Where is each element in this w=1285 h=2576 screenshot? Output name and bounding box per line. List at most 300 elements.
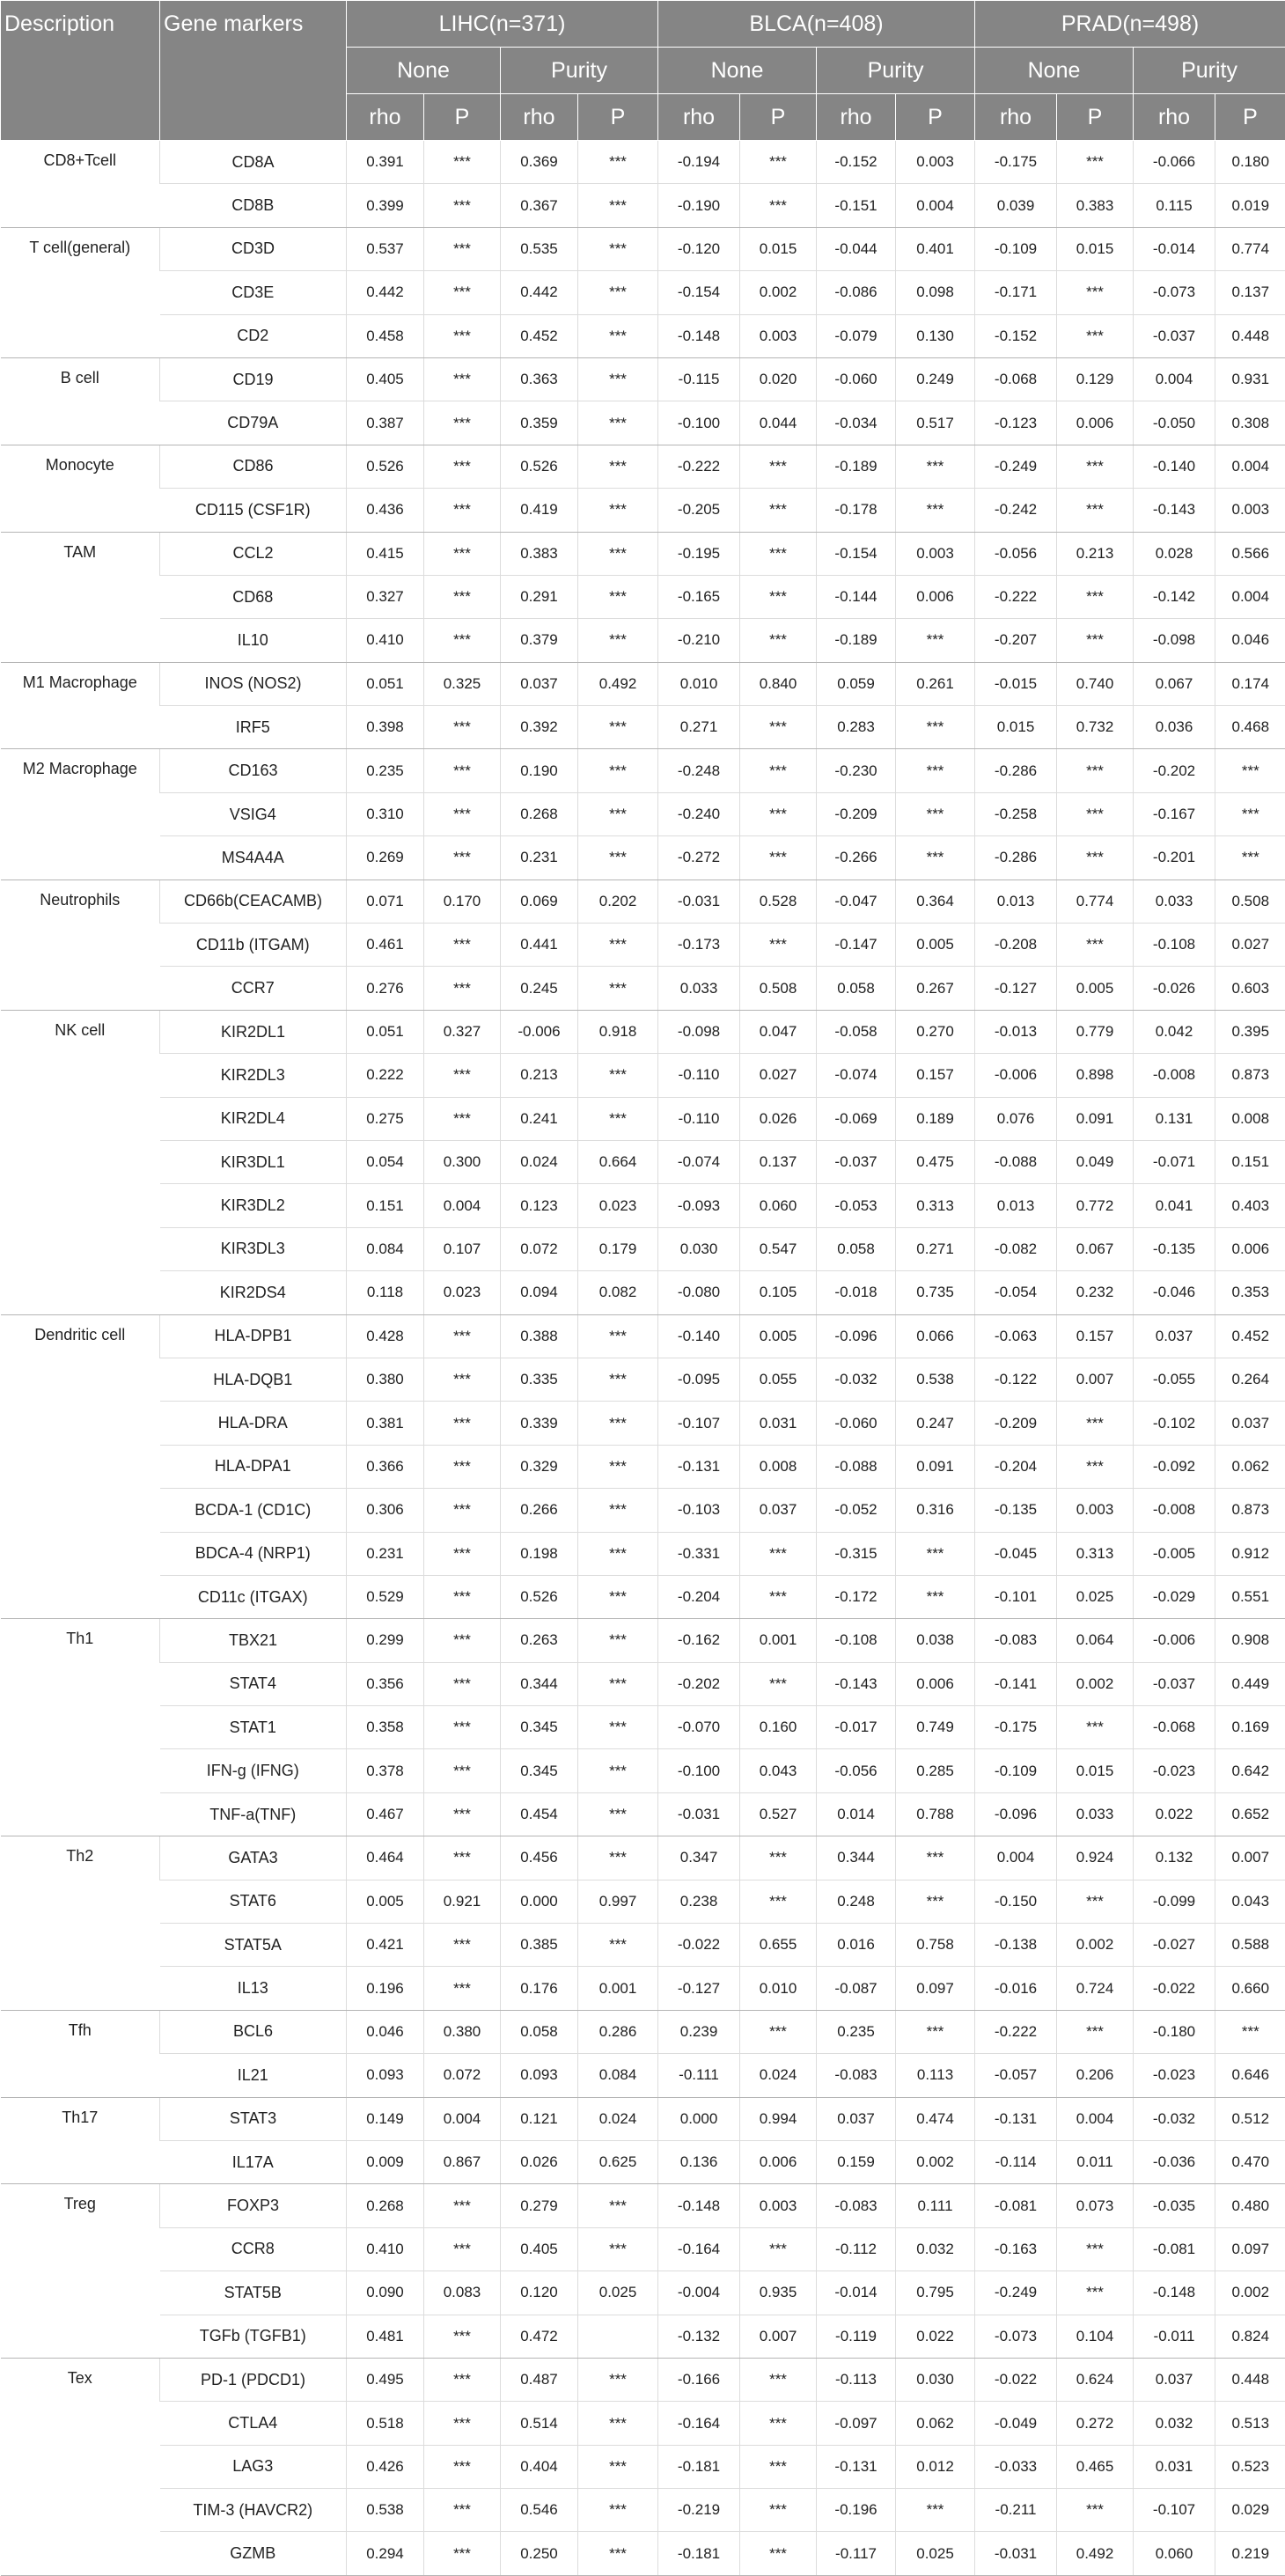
cell-blca-purity-rho: -0.060 [817, 357, 896, 401]
table-row [1, 2227, 1285, 2271]
cell-lihc-none-p: *** [424, 1358, 501, 1401]
cell-lihc-none-p: *** [424, 1054, 501, 1097]
cell-blca-purity-rho: 0.283 [817, 706, 896, 749]
cell-description: M2 Macrophage [1, 749, 160, 880]
cell-prad-purity-p: 0.007 [1215, 1836, 1285, 1880]
cell-lihc-purity-p: *** [578, 445, 658, 488]
cell-prad-none-rho: -0.123 [975, 401, 1057, 445]
cell-prad-none-rho: -0.082 [975, 1227, 1057, 1270]
cell-prad-purity-p: 0.873 [1215, 1489, 1285, 1532]
cell-lihc-none-rho: 0.495 [347, 2358, 424, 2401]
cell-prad-none-rho: -0.083 [975, 1619, 1057, 1662]
table-row [1, 401, 1285, 445]
cell-blca-none-p: 0.037 [740, 1489, 817, 1532]
cell-lihc-none-rho: 0.235 [347, 749, 424, 792]
cell-blca-purity-rho: -0.053 [817, 1184, 896, 1227]
cell-lihc-none-rho: 0.269 [347, 836, 424, 880]
cell-prad-purity-rho: -0.027 [1134, 1924, 1215, 1967]
cell-blca-none-rho: -0.115 [658, 357, 740, 401]
cell-blca-purity-p: *** [896, 489, 975, 532]
cell-lihc-purity-rho: 0.000 [501, 1880, 578, 1923]
cell-description: Tfh [1, 2010, 160, 2097]
cell-lihc-purity-p: *** [578, 1619, 658, 1662]
cell-blca-none-rho: -0.162 [658, 1619, 740, 1662]
cell-lihc-purity-rho: 0.190 [501, 749, 578, 792]
cell-lihc-none-rho: 0.090 [347, 2271, 424, 2315]
table-row [1, 141, 1285, 184]
cell-lihc-purity-rho: 0.363 [501, 357, 578, 401]
cell-lihc-purity-p: *** [578, 2489, 658, 2532]
cell-prad-none-rho: -0.045 [975, 1532, 1057, 1575]
cell-lihc-none-rho: 0.399 [347, 184, 424, 227]
cell-lihc-none-rho: 0.398 [347, 706, 424, 749]
cell-prad-none-p: *** [1057, 314, 1134, 357]
cell-lihc-none-p: *** [424, 401, 501, 445]
cell-prad-none-p: 0.104 [1057, 2315, 1134, 2358]
cell-prad-none-p: 0.091 [1057, 1097, 1134, 1140]
cell-blca-purity-rho: -0.074 [817, 1054, 896, 1097]
cell-prad-none-p: 0.732 [1057, 706, 1134, 749]
cell-lihc-purity-p: *** [578, 489, 658, 532]
table-row [1, 532, 1285, 575]
cell-description: NK cell [1, 1010, 160, 1314]
cell-prad-none-p: 0.313 [1057, 1532, 1134, 1575]
cell-prad-purity-p: 0.652 [1215, 1792, 1285, 1836]
cell-prad-purity-p: 0.003 [1215, 489, 1285, 532]
cell-lihc-purity-p: *** [578, 184, 658, 227]
cell-blca-none-rho: -0.173 [658, 924, 740, 967]
cell-prad-none-rho: -0.022 [975, 2358, 1057, 2401]
cell-prad-none-rho: -0.054 [975, 1271, 1057, 1314]
cell-lihc-none-rho: 0.196 [347, 1967, 424, 2010]
cell-lihc-purity-p: *** [578, 749, 658, 792]
cell-prad-purity-rho: -0.073 [1134, 271, 1215, 314]
cell-blca-purity-rho: -0.087 [817, 1967, 896, 2010]
cell-lihc-none-p: *** [424, 619, 501, 662]
table-row [1, 749, 1285, 792]
cell-prad-purity-rho: -0.167 [1134, 792, 1215, 835]
cell-blca-none-p: *** [740, 1532, 817, 1575]
cell-gene-marker: STAT3 [160, 2097, 347, 2140]
cell-lihc-purity-rho: 0.339 [501, 1402, 578, 1445]
cell-lihc-purity-p: *** [578, 1662, 658, 1705]
cell-blca-purity-p: 0.749 [896, 1706, 975, 1749]
cell-blca-none-p: 0.007 [740, 2315, 817, 2358]
cell-blca-purity-p: *** [896, 1532, 975, 1575]
header-p: P [424, 94, 501, 141]
table-row [1, 1967, 1285, 2010]
cell-gene-marker: GATA3 [160, 1836, 347, 1880]
cell-gene-marker: CD11c (ITGAX) [160, 1575, 347, 1618]
cell-blca-purity-p: 0.111 [896, 2184, 975, 2227]
cell-prad-purity-p: 0.019 [1215, 184, 1285, 227]
cell-gene-marker: VSIG4 [160, 792, 347, 835]
cell-blca-purity-rho: 0.248 [817, 1880, 896, 1923]
cell-blca-none-rho: -0.190 [658, 184, 740, 227]
cell-blca-none-p: 0.003 [740, 314, 817, 357]
table-row [1, 880, 1285, 923]
cell-prad-purity-p: 0.169 [1215, 1706, 1285, 1749]
cell-gene-marker: CD11b (ITGAM) [160, 924, 347, 967]
cell-blca-purity-p: 0.098 [896, 271, 975, 314]
cell-lihc-purity-p: 0.023 [578, 1184, 658, 1227]
cell-lihc-none-rho: 0.461 [347, 924, 424, 967]
cell-lihc-purity-rho: 0.404 [501, 2445, 578, 2488]
cell-blca-none-rho: -0.022 [658, 1924, 740, 1967]
cell-lihc-none-rho: 0.481 [347, 2315, 424, 2358]
cell-prad-none-p: *** [1057, 2010, 1134, 2053]
cell-gene-marker: CD3D [160, 227, 347, 270]
cell-blca-none-rho: -0.148 [658, 2184, 740, 2227]
cell-lihc-none-rho: 0.381 [347, 1402, 424, 1445]
cell-blca-purity-rho: 0.059 [817, 662, 896, 705]
cell-blca-none-p: 0.137 [740, 1140, 817, 1183]
cell-prad-purity-rho: -0.005 [1134, 1532, 1215, 1575]
cell-blca-none-rho: -0.164 [658, 2402, 740, 2445]
cell-prad-none-rho: -0.222 [975, 2010, 1057, 2053]
cell-blca-purity-p: *** [896, 836, 975, 880]
cell-gene-marker: HLA-DPA1 [160, 1445, 347, 1488]
cell-lihc-purity-rho: 0.514 [501, 2402, 578, 2445]
cell-prad-purity-p: 0.180 [1215, 141, 1285, 184]
cell-description: Dendritic cell [1, 1314, 160, 1619]
cell-prad-purity-rho: -0.108 [1134, 924, 1215, 967]
cell-gene-marker: CCL2 [160, 532, 347, 575]
cell-prad-none-p: *** [1057, 1706, 1134, 1749]
cell-prad-purity-p: 0.151 [1215, 1140, 1285, 1183]
cell-lihc-none-p: *** [424, 1706, 501, 1749]
cell-lihc-purity-p: 0.918 [578, 1010, 658, 1053]
cell-lihc-purity-rho: 0.454 [501, 1792, 578, 1836]
cell-prad-purity-p: 0.512 [1215, 2097, 1285, 2140]
cell-blca-purity-rho: -0.209 [817, 792, 896, 835]
cell-prad-purity-p: 0.449 [1215, 1662, 1285, 1705]
cell-blca-none-p: 0.547 [740, 1227, 817, 1270]
cell-lihc-none-rho: 0.358 [347, 1706, 424, 1749]
cell-lihc-purity-p [578, 2315, 658, 2358]
cell-prad-purity-rho: -0.037 [1134, 314, 1215, 357]
cell-prad-purity-rho: -0.102 [1134, 1402, 1215, 1445]
cell-lihc-purity-rho: 0.335 [501, 1358, 578, 1401]
cell-gene-marker: CD3E [160, 271, 347, 314]
cell-prad-none-p: 0.073 [1057, 2184, 1134, 2227]
cell-prad-purity-rho: -0.050 [1134, 401, 1215, 445]
cell-lihc-none-p: *** [424, 1097, 501, 1140]
cell-lihc-purity-p: *** [578, 619, 658, 662]
cell-blca-purity-p: 0.062 [896, 2402, 975, 2445]
cell-lihc-purity-rho: 0.441 [501, 924, 578, 967]
table-row [1, 2140, 1285, 2183]
cell-blca-purity-p: *** [896, 619, 975, 662]
cell-blca-purity-p: *** [896, 792, 975, 835]
cell-lihc-none-rho: 0.426 [347, 2445, 424, 2488]
cell-prad-purity-rho: -0.099 [1134, 1880, 1215, 1923]
cell-blca-purity-p: 0.113 [896, 2054, 975, 2097]
cell-prad-purity-p: *** [1215, 836, 1285, 880]
cell-blca-purity-p: *** [896, 706, 975, 749]
cell-prad-purity-rho: -0.029 [1134, 1575, 1215, 1618]
cell-lihc-none-rho: 0.378 [347, 1749, 424, 1792]
header-rho: rho [347, 94, 424, 141]
cell-prad-purity-rho: 0.004 [1134, 357, 1215, 401]
cell-prad-purity-rho: -0.066 [1134, 141, 1215, 184]
cell-gene-marker: MS4A4A [160, 836, 347, 880]
cell-blca-purity-p: 0.032 [896, 2227, 975, 2271]
cell-lihc-none-rho: 0.231 [347, 1532, 424, 1575]
cell-gene-marker: FOXP3 [160, 2184, 347, 2227]
cell-lihc-none-rho: 0.327 [347, 575, 424, 618]
cell-prad-purity-p: 0.523 [1215, 2445, 1285, 2488]
cell-lihc-purity-rho: 0.072 [501, 1227, 578, 1270]
cell-lihc-purity-p: *** [578, 1054, 658, 1097]
cell-prad-none-p: *** [1057, 1880, 1134, 1923]
cell-prad-purity-rho: -0.008 [1134, 1489, 1215, 1532]
cell-lihc-none-rho: 0.415 [347, 532, 424, 575]
cell-prad-purity-rho: -0.032 [1134, 2097, 1215, 2140]
table-row [1, 2358, 1285, 2401]
cell-prad-purity-rho: -0.092 [1134, 1445, 1215, 1488]
cell-blca-none-p: 0.528 [740, 880, 817, 923]
cell-lihc-purity-p: *** [578, 924, 658, 967]
table-row [1, 1271, 1285, 1314]
cell-lihc-purity-rho: 0.266 [501, 1489, 578, 1532]
cell-blca-purity-rho: 0.235 [817, 2010, 896, 2053]
cell-blca-purity-p: *** [896, 2010, 975, 2053]
cell-blca-none-rho: -0.166 [658, 2358, 740, 2401]
table-row [1, 1010, 1285, 1053]
table-row [1, 1662, 1285, 1705]
cell-blca-none-rho: -0.080 [658, 1271, 740, 1314]
cell-blca-none-p: 0.008 [740, 1445, 817, 1488]
cell-prad-none-rho: -0.141 [975, 1662, 1057, 1705]
cell-prad-purity-rho: 0.031 [1134, 2445, 1215, 2488]
cell-blca-none-rho: -0.222 [658, 445, 740, 488]
cell-prad-purity-rho: 0.060 [1134, 2532, 1215, 2575]
cell-blca-purity-rho: -0.143 [817, 1662, 896, 1705]
cell-gene-marker: HLA-DQB1 [160, 1358, 347, 1401]
cell-blca-purity-p: 0.003 [896, 532, 975, 575]
table-row [1, 445, 1285, 488]
cell-lihc-none-p: *** [424, 1314, 501, 1358]
cell-lihc-none-p: 0.867 [424, 2140, 501, 2183]
table-row [1, 184, 1285, 227]
cell-blca-none-p: *** [740, 2445, 817, 2488]
cell-lihc-none-p: 0.072 [424, 2054, 501, 2097]
cell-blca-purity-rho: -0.117 [817, 2532, 896, 2575]
cell-lihc-purity-p: *** [578, 1097, 658, 1140]
cell-lihc-purity-rho: 0.487 [501, 2358, 578, 2401]
cell-lihc-purity-p: *** [578, 1314, 658, 1358]
cell-prad-none-rho: -0.138 [975, 1924, 1057, 1967]
cell-lihc-none-p: 0.300 [424, 1140, 501, 1183]
cell-lihc-purity-p: *** [578, 1792, 658, 1836]
cell-lihc-none-rho: 0.421 [347, 1924, 424, 1967]
cell-lihc-none-rho: 0.366 [347, 1445, 424, 1488]
cell-prad-none-p: 0.003 [1057, 1489, 1134, 1532]
cell-lihc-purity-rho: 0.198 [501, 1532, 578, 1575]
cell-blca-purity-p: *** [896, 2489, 975, 2532]
cell-prad-none-p: *** [1057, 2271, 1134, 2315]
cell-blca-purity-p: 0.247 [896, 1402, 975, 1445]
cell-prad-purity-rho: 0.022 [1134, 1792, 1215, 1836]
cell-lihc-purity-p: *** [578, 1924, 658, 1967]
header-sub-none: None [347, 48, 501, 94]
cell-lihc-purity-rho: 0.546 [501, 2489, 578, 2532]
cell-lihc-purity-rho: 0.345 [501, 1749, 578, 1792]
cell-blca-purity-p: 0.022 [896, 2315, 975, 2358]
cell-lihc-purity-p: 0.084 [578, 2054, 658, 2097]
cell-prad-purity-rho: -0.037 [1134, 1662, 1215, 1705]
cell-lihc-none-rho: 0.009 [347, 2140, 424, 2183]
cell-lihc-purity-p: *** [578, 2532, 658, 2575]
cell-prad-purity-p: 0.174 [1215, 662, 1285, 705]
cell-blca-none-p: *** [740, 2489, 817, 2532]
cell-prad-purity-rho: -0.180 [1134, 2010, 1215, 2053]
cell-prad-purity-p: *** [1215, 792, 1285, 835]
cell-blca-none-rho: -0.140 [658, 1314, 740, 1358]
cell-lihc-purity-p: 0.025 [578, 2271, 658, 2315]
cell-prad-none-rho: -0.033 [975, 2445, 1057, 2488]
cell-blca-none-rho: 0.030 [658, 1227, 740, 1270]
cell-blca-none-rho: -0.132 [658, 2315, 740, 2358]
cell-blca-none-rho: 0.010 [658, 662, 740, 705]
table-row [1, 2532, 1285, 2575]
cell-blca-none-p: 0.002 [740, 271, 817, 314]
header-p: P [1057, 94, 1134, 141]
cell-prad-purity-p: 0.603 [1215, 967, 1285, 1010]
cell-prad-purity-rho: 0.036 [1134, 706, 1215, 749]
cell-prad-none-p: *** [1057, 836, 1134, 880]
cell-lihc-purity-p: *** [578, 967, 658, 1010]
cell-prad-purity-rho: -0.071 [1134, 1140, 1215, 1183]
cell-blca-purity-p: 0.004 [896, 184, 975, 227]
cell-blca-purity-rho: -0.230 [817, 749, 896, 792]
cell-lihc-none-p: *** [424, 1662, 501, 1705]
cell-prad-none-rho: -0.135 [975, 1489, 1057, 1532]
cell-blca-none-rho: -0.165 [658, 575, 740, 618]
cell-lihc-none-p: *** [424, 2489, 501, 2532]
cell-prad-purity-rho: -0.023 [1134, 1749, 1215, 1792]
cell-description: Treg [1, 2184, 160, 2359]
cell-lihc-none-rho: 0.310 [347, 792, 424, 835]
cell-blca-purity-rho: -0.034 [817, 401, 896, 445]
cell-blca-none-p: 0.060 [740, 1184, 817, 1227]
cell-prad-none-rho: -0.122 [975, 1358, 1057, 1401]
cell-prad-none-p: 0.007 [1057, 1358, 1134, 1401]
cell-lihc-purity-rho: 0.291 [501, 575, 578, 618]
cell-prad-none-p: 0.624 [1057, 2358, 1134, 2401]
cell-prad-purity-p: 0.566 [1215, 532, 1285, 575]
cell-gene-marker: TIM-3 (HAVCR2) [160, 2489, 347, 2532]
cell-prad-purity-rho: 0.067 [1134, 662, 1215, 705]
cell-blca-purity-rho: -0.037 [817, 1140, 896, 1183]
cell-lihc-none-rho: 0.356 [347, 1662, 424, 1705]
cell-prad-none-p: 0.213 [1057, 532, 1134, 575]
cell-lihc-none-rho: 0.410 [347, 619, 424, 662]
cell-prad-purity-p: 0.448 [1215, 314, 1285, 357]
cell-lihc-none-p: *** [424, 836, 501, 880]
cell-description: M1 Macrophage [1, 662, 160, 749]
cell-prad-none-p: 0.064 [1057, 1619, 1134, 1662]
cell-gene-marker: KIR2DS4 [160, 1271, 347, 1314]
cell-prad-purity-rho: -0.201 [1134, 836, 1215, 880]
cell-blca-none-rho: -0.210 [658, 619, 740, 662]
table-row [1, 792, 1285, 835]
cell-lihc-purity-rho: 0.472 [501, 2315, 578, 2358]
cell-blca-none-p: 0.010 [740, 1967, 817, 2010]
cell-prad-purity-rho: 0.041 [1134, 1184, 1215, 1227]
cell-prad-purity-p: 0.403 [1215, 1184, 1285, 1227]
cell-prad-purity-p: 0.353 [1215, 1271, 1285, 1314]
cell-gene-marker: KIR3DL2 [160, 1184, 347, 1227]
cell-blca-none-p: *** [740, 2532, 817, 2575]
cell-lihc-purity-p: 0.082 [578, 1271, 658, 1314]
cell-prad-purity-p: 0.931 [1215, 357, 1285, 401]
table-row [1, 924, 1285, 967]
cell-prad-purity-rho: 0.032 [1134, 2402, 1215, 2445]
cell-gene-marker: STAT1 [160, 1706, 347, 1749]
cell-lihc-purity-rho: 0.344 [501, 1662, 578, 1705]
cell-prad-none-rho: -0.204 [975, 1445, 1057, 1488]
cell-lihc-purity-p: *** [578, 1836, 658, 1880]
cell-prad-none-p: *** [1057, 489, 1134, 532]
cell-prad-none-rho: -0.249 [975, 445, 1057, 488]
cell-blca-purity-rho: -0.189 [817, 619, 896, 662]
cell-lihc-purity-rho: 0.263 [501, 1619, 578, 1662]
cell-gene-marker: BDCA-4 (NRP1) [160, 1532, 347, 1575]
cell-lihc-none-p: *** [424, 184, 501, 227]
cell-lihc-purity-rho: 0.279 [501, 2184, 578, 2227]
cell-blca-purity-rho: -0.032 [817, 1358, 896, 1401]
header-gene-markers: Gene markers [160, 1, 347, 141]
cell-lihc-purity-p: *** [578, 706, 658, 749]
cell-description: TAM [1, 532, 160, 662]
header-rho: rho [1134, 94, 1215, 141]
cell-blca-none-p: 0.026 [740, 1097, 817, 1140]
cell-prad-purity-p: 0.219 [1215, 2532, 1285, 2575]
cell-blca-none-rho: -0.120 [658, 227, 740, 270]
cell-description: Neutrophils [1, 880, 160, 1010]
cell-prad-purity-p: 0.642 [1215, 1749, 1285, 1792]
cell-prad-purity-p: 0.470 [1215, 2140, 1285, 2183]
cell-prad-none-rho: 0.076 [975, 1097, 1057, 1140]
cell-blca-purity-rho: 0.037 [817, 2097, 896, 2140]
cell-lihc-none-p: 0.327 [424, 1010, 501, 1053]
cell-blca-purity-rho: -0.056 [817, 1749, 896, 1792]
cell-blca-none-rho: -0.331 [658, 1532, 740, 1575]
cell-blca-purity-rho: -0.069 [817, 1097, 896, 1140]
cell-blca-purity-rho: -0.154 [817, 532, 896, 575]
header-p: P [1215, 94, 1285, 141]
table-header [1, 1, 1285, 141]
cell-prad-purity-rho: -0.202 [1134, 749, 1215, 792]
cell-blca-purity-p: 0.025 [896, 2532, 975, 2575]
cell-lihc-none-p: *** [424, 706, 501, 749]
cell-prad-none-p: *** [1057, 749, 1134, 792]
cell-lihc-none-p: *** [424, 1749, 501, 1792]
cell-lihc-none-rho: 0.464 [347, 1836, 424, 1880]
cell-blca-none-rho: -0.004 [658, 2271, 740, 2315]
table-row [1, 1836, 1285, 1880]
cell-lihc-purity-p: 0.179 [578, 1227, 658, 1270]
cell-lihc-purity-p: 0.202 [578, 880, 658, 923]
cell-prad-purity-rho: -0.006 [1134, 1619, 1215, 1662]
cell-lihc-none-p: *** [424, 1402, 501, 1445]
cell-lihc-purity-rho: 0.388 [501, 1314, 578, 1358]
cell-blca-none-p: *** [740, 706, 817, 749]
cell-blca-purity-p: 0.788 [896, 1792, 975, 1836]
cell-prad-none-p: *** [1057, 445, 1134, 488]
